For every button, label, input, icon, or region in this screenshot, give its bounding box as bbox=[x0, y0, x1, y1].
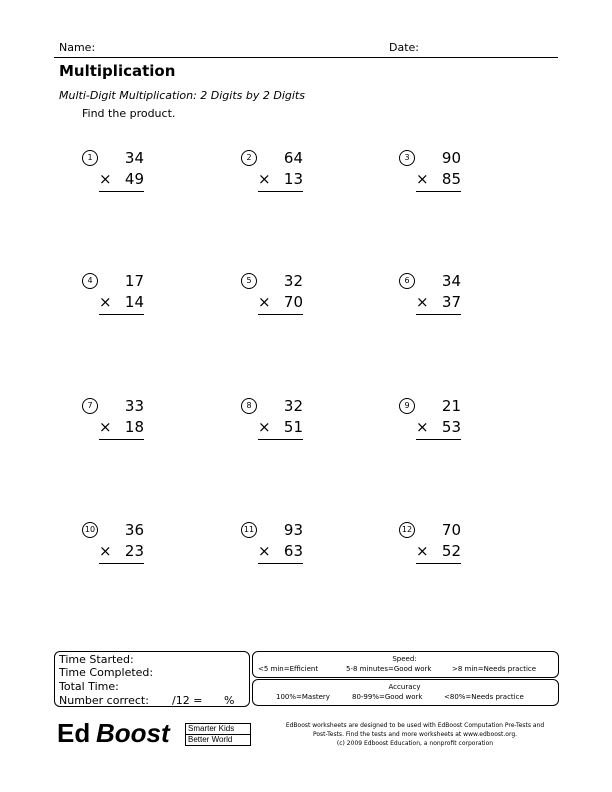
multiplier: 70 bbox=[283, 293, 303, 311]
problem-number: 3 bbox=[399, 150, 415, 166]
answer-line bbox=[416, 314, 461, 315]
problem-number: 6 bbox=[399, 273, 415, 289]
answer-line bbox=[416, 439, 461, 440]
multiplier: 37 bbox=[441, 293, 461, 311]
multiplicand: 21 bbox=[441, 397, 461, 415]
problem-4 bbox=[82, 273, 162, 333]
answer-line bbox=[258, 439, 303, 440]
times-sign: × bbox=[99, 542, 112, 560]
worksheet-title: Multiplication bbox=[59, 62, 176, 80]
problem-number: 4 bbox=[82, 273, 98, 289]
header-rule bbox=[54, 57, 558, 58]
problem-number: 7 bbox=[82, 398, 98, 414]
multiplicand: 34 bbox=[441, 272, 461, 290]
total-time-label: Total Time: bbox=[59, 680, 119, 693]
problem-number: 2 bbox=[241, 150, 257, 166]
problem-number: 11 bbox=[241, 522, 257, 538]
problem-6 bbox=[399, 273, 479, 333]
answer-line bbox=[99, 314, 144, 315]
multiplicand: 90 bbox=[441, 149, 461, 167]
times-sign: × bbox=[416, 542, 429, 560]
problem-7 bbox=[82, 398, 162, 458]
problem-9 bbox=[399, 398, 479, 458]
multiplicand: 33 bbox=[124, 397, 144, 415]
multiplier: 14 bbox=[124, 293, 144, 311]
answer-line bbox=[99, 191, 144, 192]
answer-line bbox=[258, 563, 303, 564]
name-label: Name: bbox=[59, 41, 96, 54]
problem-8 bbox=[241, 398, 321, 458]
multiplier: 13 bbox=[283, 170, 303, 188]
times-sign: × bbox=[258, 418, 271, 436]
times-sign: × bbox=[99, 170, 112, 188]
problem-number: 1 bbox=[82, 150, 98, 166]
problem-5 bbox=[241, 273, 321, 333]
times-sign: × bbox=[416, 293, 429, 311]
problem-number: 10 bbox=[82, 522, 98, 538]
multiplicand: 32 bbox=[283, 272, 303, 290]
time-completed-label: Time Completed: bbox=[59, 666, 154, 679]
speed-good: 5-8 minutes=Good work bbox=[346, 665, 432, 673]
times-sign: × bbox=[416, 170, 429, 188]
footer-line3: (c) 2009 Edboost Education, a nonprofit corporation bbox=[336, 740, 494, 747]
accuracy-practice: <80%=Needs practice bbox=[444, 693, 524, 701]
times-sign: × bbox=[99, 293, 112, 311]
times-sign: × bbox=[258, 542, 271, 560]
answer-line bbox=[416, 191, 461, 192]
edboost-logo-boost: Boost bbox=[96, 718, 170, 748]
instruction: Find the product. bbox=[82, 107, 176, 120]
problem-number: 9 bbox=[399, 398, 415, 414]
problem-number: 8 bbox=[241, 398, 257, 414]
multiplier: 85 bbox=[441, 170, 461, 188]
multiplier: 23 bbox=[124, 542, 144, 560]
answer-line bbox=[416, 563, 461, 564]
multiplier: 53 bbox=[441, 418, 461, 436]
answer-line bbox=[258, 191, 303, 192]
problem-11 bbox=[241, 522, 321, 582]
multiplicand: 70 bbox=[441, 521, 461, 539]
multiplier: 52 bbox=[441, 542, 461, 560]
problem-10 bbox=[82, 522, 162, 582]
out-of-twelve: /12 = bbox=[172, 694, 203, 707]
speed-efficient: <5 min=Efficient bbox=[258, 665, 319, 673]
percent-sign: % bbox=[224, 694, 235, 707]
multiplicand: 17 bbox=[124, 272, 144, 290]
accuracy-good: 80-99%=Good work bbox=[352, 693, 423, 701]
multiplier: 18 bbox=[124, 418, 144, 436]
answer-line bbox=[258, 314, 303, 315]
problem-12 bbox=[399, 522, 479, 582]
times-sign: × bbox=[99, 418, 112, 436]
multiplier: 49 bbox=[124, 170, 144, 188]
footer-note bbox=[270, 721, 560, 748]
multiplicand: 32 bbox=[283, 397, 303, 415]
problem-3 bbox=[399, 150, 479, 210]
times-sign: × bbox=[258, 293, 271, 311]
problem-2 bbox=[241, 150, 321, 210]
answer-line bbox=[99, 439, 144, 440]
problem-number: 12 bbox=[399, 522, 415, 538]
multiplier: 63 bbox=[283, 542, 303, 560]
multiplicand: 36 bbox=[124, 521, 144, 539]
date-label: Date: bbox=[389, 41, 419, 54]
accuracy-mastery: 100%=Mastery bbox=[276, 693, 330, 701]
number-correct-label: Number correct: bbox=[59, 694, 149, 707]
logo-tagline bbox=[185, 723, 251, 746]
tagline-line2: Better World bbox=[186, 735, 250, 745]
speed-practice: >8 min=Needs practice bbox=[452, 665, 537, 673]
times-sign: × bbox=[416, 418, 429, 436]
multiplicand: 64 bbox=[283, 149, 303, 167]
times-sign: × bbox=[258, 170, 271, 188]
speed-title: Speed: bbox=[392, 655, 417, 663]
multiplicand: 93 bbox=[283, 521, 303, 539]
problem-number: 5 bbox=[241, 273, 257, 289]
edboost-logo-ed: Ed bbox=[57, 718, 91, 748]
footer-line2: Post-Tests. Find the tests and more worksheets at www.edboost.org. bbox=[312, 731, 518, 738]
problem-1 bbox=[82, 150, 162, 210]
multiplier: 51 bbox=[283, 418, 303, 436]
accuracy-title: Accuracy bbox=[388, 683, 421, 691]
footer-line1: EdBoost worksheets are designed to be used with EdBoost Computation Pre-Tests and bbox=[285, 722, 545, 729]
multiplicand: 34 bbox=[124, 149, 144, 167]
answer-line bbox=[99, 563, 144, 564]
time-started-label: Time Started: bbox=[59, 653, 134, 666]
tagline-line1: Smarter Kids bbox=[186, 724, 250, 734]
worksheet-subtitle: Multi-Digit Multiplication: 2 Digits by 2 Digits bbox=[59, 89, 305, 102]
